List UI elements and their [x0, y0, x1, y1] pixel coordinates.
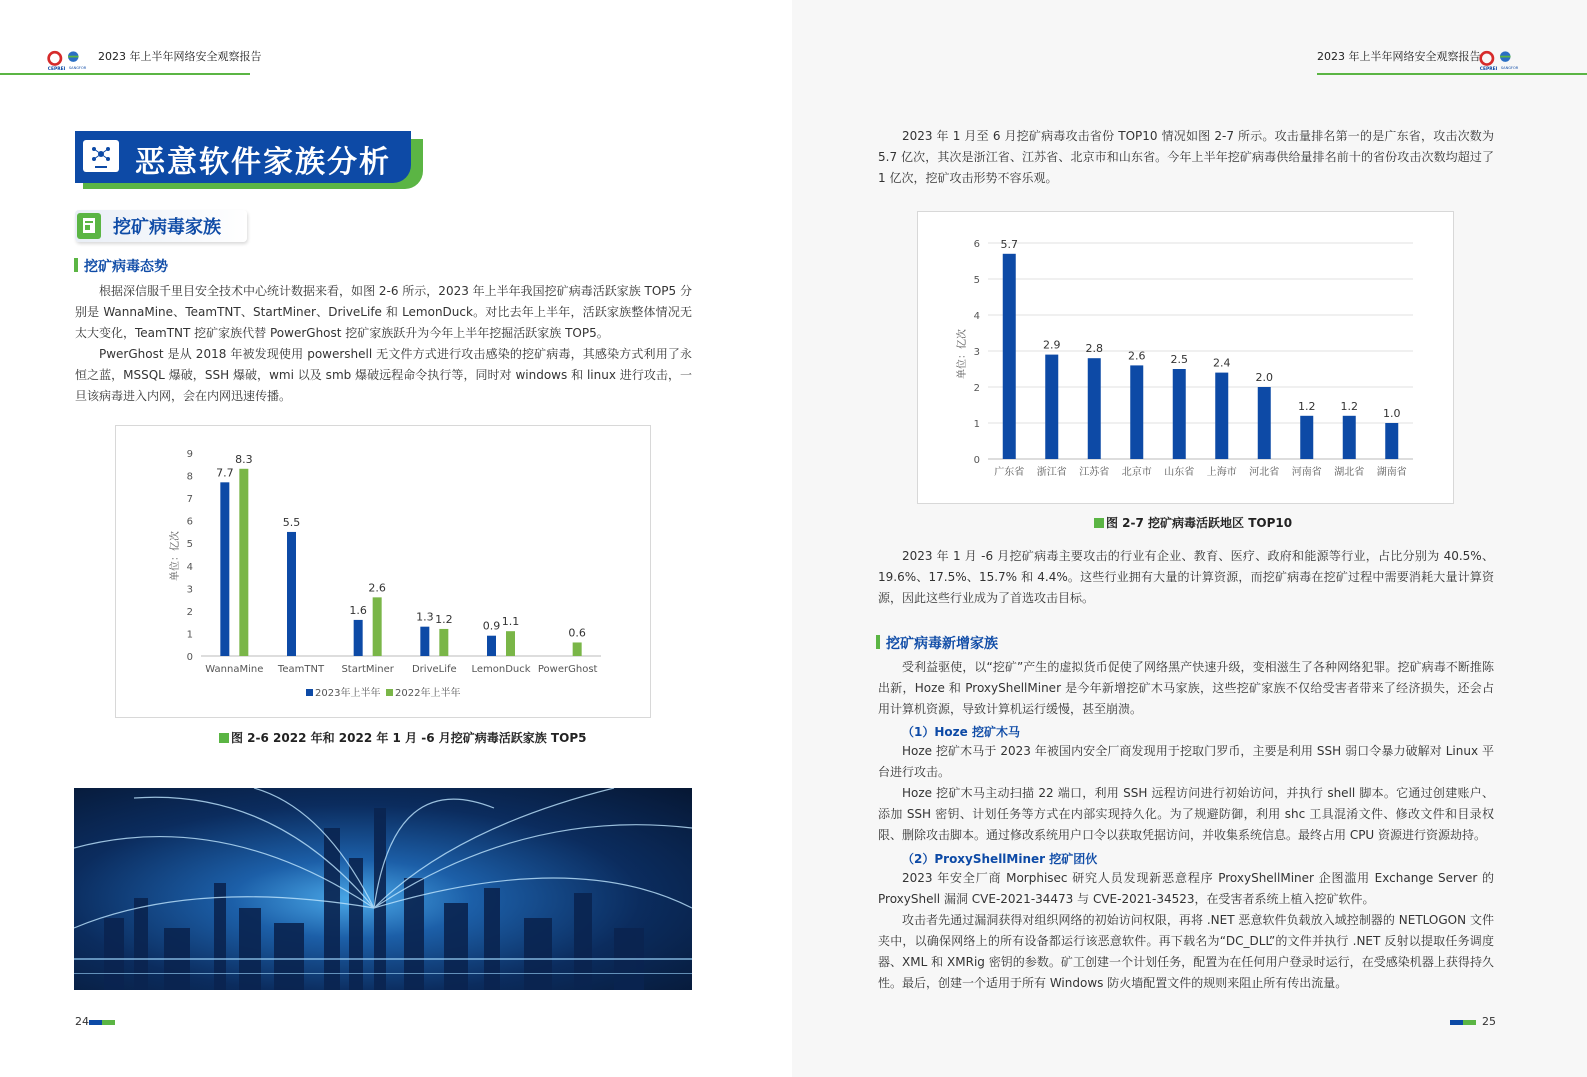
x-tick-label: 湖北省: [1334, 467, 1365, 478]
y-tick-label: 5: [973, 275, 980, 286]
svg-text:SANGFOR: SANGFOR: [1500, 65, 1519, 70]
y-tick-label: 3: [186, 584, 193, 596]
y-tick-label: 2: [973, 383, 980, 394]
left-paragraph-1: 根据深信服千里目安全技术中心统计数据来看，如图 2-6 所示，2023 年上半年我国挖矿病毒活跃家族 TOP5 分别是 WannaMine、TeamTNT、StartMiner、DriveLife 和 LemonDuck。对比去年上半年，活跃家族整体情况无太大变化，TeamTNT 挖矿家族代替 PowerGhost 挖矿家族跃升为今年上半年挖掘活跃家族 TOP5。: [75, 284, 692, 340]
header-line-right: [1317, 73, 1587, 75]
legend-label-2022: 2022年上半年: [395, 688, 461, 699]
bar-value-label: 2.9: [1043, 338, 1061, 352]
bar-value-label: 1.3: [416, 610, 434, 624]
x-tick-label: 上海市: [1206, 467, 1237, 478]
subsection-banner: [75, 210, 247, 242]
bar-value-label: 1.0: [1383, 407, 1401, 420]
bar: [373, 597, 382, 656]
x-tick-label: PowerGhost: [537, 664, 598, 675]
x-tick-label: 江苏省: [1079, 467, 1110, 478]
bar-value-label: 2.8: [1085, 342, 1103, 356]
y-tick-label: 9: [186, 449, 193, 460]
bar-value-label: 2.4: [1213, 356, 1231, 370]
bar: [220, 482, 229, 656]
chart-regions-svg: [918, 212, 1455, 505]
bar: [420, 627, 429, 656]
bar: [1173, 369, 1186, 459]
chart-families: [115, 425, 651, 718]
bar-value-label: 2.6: [1128, 349, 1146, 363]
y-tick-label: 8: [186, 471, 193, 483]
page-mark-right: [1450, 1020, 1476, 1025]
caption-fig-2-6: 图 2-6 2022 年和 2022 年 1 月 -6 月挖矿病毒活跃家族 TOP5: [219, 729, 586, 746]
bar-value-label: 2.5: [1170, 353, 1188, 366]
x-tick-label: WannaMine: [205, 664, 264, 675]
header-title: 2023 年上半年网络安全观察报告: [98, 50, 262, 63]
section-banner: [75, 131, 423, 189]
heading-hoze: （1）Hoze 挖矿木马: [902, 725, 1020, 739]
bar-value-label: 1.2: [435, 612, 453, 626]
right-page: [792, 0, 1587, 1077]
x-tick-label: 广东省: [994, 467, 1025, 478]
document-icon: [77, 213, 101, 239]
x-tick-label: StartMiner: [341, 664, 394, 675]
right-paragraph-3: 受利益驱使，以“挖矿”产生的虚拟货币促使了网络黑产快速升级，变相滋生了各种网络犯罪。挖矿病毒不断推陈出新，Hoze 和 ProxyShellMiner 是今年新增挖矿木马家族，这些挖矿家族不仅给受害者带来了经济损失，还会占用计算机资源，导致计算机运行缓慢，甚至崩溃。: [878, 660, 1494, 716]
bar: [1343, 416, 1356, 459]
bar: [1215, 373, 1228, 459]
bar-value-label: 7.7: [216, 466, 234, 480]
right-paragraph-1: 2023 年 1 月至 6 月挖矿病毒攻击省份 TOP10 情况如图 2-7 所示。攻击量排名第一的是广东省，攻击次数为 5.7 亿次，其次是浙江省、江苏省、北京市和山东省。今年上半年挖矿病毒供给量排名前十的省份攻击次数均超过了 1 亿次，挖矿攻击形势不容乐观。: [878, 129, 1494, 185]
y-tick-label: 2: [186, 606, 193, 618]
right-paragraph-6: 2023 年安全厂商 Morphisec 研究人员发现新恶意程序 ProxyShellMiner 企图滥用 Exchange Server 的 ProxyShell 漏洞 CVE-2021-34473 与 CVE-2021-34523，在受害者系统上植入挖矿软件。: [878, 871, 1494, 906]
bar: [1300, 416, 1313, 459]
bar-value-label: 1.1: [501, 615, 520, 629]
x-tick-label: 河南省: [1291, 467, 1322, 478]
heading-proxyshellminer: （2）ProxyShellMiner 挖矿团伙: [902, 852, 1098, 866]
y-tick-label: 0: [973, 455, 980, 466]
bar: [573, 642, 582, 656]
legend-label-2023: 2023年上半年: [315, 688, 381, 699]
page-number-left: 24: [75, 1015, 89, 1028]
x-tick-label: 山东省: [1164, 467, 1195, 478]
page-number-right: 25: [1482, 1015, 1496, 1028]
x-tick-label: DriveLife: [411, 664, 457, 675]
legend-swatch-2023: [306, 689, 313, 696]
right-paragraph-7: 攻击者先通过漏洞获得对组织网络的初始访问权限，再将 .NET 恶意软件负载放入域控制器的 NETLOGON 文件夹中，以确保网络上的所有设备都运行该恶意软件。再下载名为“DC_DLL”的文件并执行 .NET 反射以提取任务调度器、XML 和 XMRig 密钥的参数。矿工创建一个计划任务，配置为在任何用户登录时运行，在受感染机器上获得持久性。最后，创建一个适用于所有 Windows 防火墙配置文件的规则来阻止所有传出流量。: [878, 913, 1494, 990]
x-tick-label: 湖南省: [1376, 467, 1407, 478]
bar-value-label: 5.7: [1000, 237, 1018, 251]
bar: [439, 629, 448, 656]
bar: [1258, 387, 1271, 459]
bar-value-label: 1.6: [349, 603, 367, 617]
bar-value-label: 0.9: [482, 619, 501, 633]
x-tick-label: 北京市: [1121, 467, 1152, 478]
bar: [1130, 365, 1143, 459]
header-line: [0, 73, 250, 75]
bar-value-label: 2.0: [1255, 371, 1273, 384]
x-tick-label: TeamTNT: [277, 664, 325, 675]
bar: [1088, 358, 1101, 459]
bar-value-label: 2.6: [368, 581, 386, 595]
chart-families-svg: [116, 426, 652, 719]
svg-text:SANGFOR: SANGFOR: [68, 65, 87, 70]
right-paragraph-2: 2023 年 1 月 -6 月挖矿病毒主要攻击的行业有企业、教育、医疗、政府和能源等行业，占比分别为 40.5%、19.6%、17.5%、15.7% 和 4.4%。这些行业拥有大量的计算资源，而挖矿病毒在挖矿过程中需要消耗大量计算资源，因此这些行业成为了首选攻击目标。: [878, 549, 1494, 605]
bar-value-label: 1.2: [1340, 399, 1358, 413]
bar: [354, 620, 363, 656]
bar: [1045, 355, 1058, 459]
bar-value-label: 0.6: [568, 626, 586, 640]
y-tick-label: 7: [186, 494, 193, 506]
y-tick-label: 4: [973, 311, 980, 322]
bar: [506, 631, 515, 656]
y-tick-label: 1: [973, 419, 980, 430]
ceprei-logo-right: [1478, 50, 1522, 72]
caption-fig-2-7: 图 2-7 挖矿病毒活跃地区 TOP10: [1094, 514, 1292, 531]
y-tick-label: 1: [186, 629, 193, 641]
legend-swatch-2022: [386, 689, 393, 696]
x-tick-label: 河北省: [1249, 467, 1280, 478]
x-tick-label: LemonDuck: [471, 664, 531, 675]
chart1-ylabel: 单位：亿次: [170, 531, 181, 581]
bar-value-label: 1.2: [1298, 399, 1316, 413]
y-tick-label: 0: [186, 652, 193, 663]
svg-text:CEPREI: CEPREI: [1479, 66, 1498, 72]
heading-new-families: 挖矿病毒新增家族: [876, 633, 998, 653]
right-paragraph-4: Hoze 挖矿木马于 2023 年被国内安全厂商发现用于挖取门罗币，主要是利用 SSH 弱口令暴力破解对 Linux 平台进行攻击。: [878, 744, 1494, 779]
heading-trend: 挖矿病毒态势: [74, 256, 168, 276]
section-title: 恶意软件家族分析: [135, 145, 391, 180]
city-network-photo: [74, 788, 692, 990]
right-paragraph-5: Hoze 挖矿木马主动扫描 22 端口，利用 SSH 远程访问进行初始访问，并执行 shell 脚本。它通过创建账户、添加 SSH 密钥、计划任务等方式在内部实现持久化。为了规避防御，利用 shc 工具混淆文件、修改文件和目录权限、删除攻击脚本。通过修改系统用户口令以获取凭据访问，并收集系统信息。最终占用 CPU 资源进行资源劫持。: [878, 786, 1494, 842]
bar-value-label: 5.5: [282, 515, 301, 529]
bar-value-label: 8.3: [235, 452, 253, 466]
x-tick-label: 浙江省: [1036, 467, 1067, 478]
left-paragraph-2: PwerGhost 是从 2018 年被发现使用 powershell 无文件方式进行攻击感染的挖矿病毒，其感染方式利用了永恒之蓝，MSSQL 爆破，SSH 爆破，wmi 以及 smb 爆破远程命令执行等，同时对 windows 和 linux 进行攻击，一旦该病毒进入内网，会在内网迅速传播。: [75, 347, 692, 403]
y-tick-label: 6: [973, 239, 980, 250]
y-tick-label: 3: [973, 347, 980, 358]
bar: [1003, 254, 1016, 459]
left-page: [0, 0, 792, 1077]
bar: [287, 532, 296, 656]
page-mark-left: [89, 1020, 115, 1025]
ceprei-logo: [46, 50, 90, 72]
bar: [1385, 423, 1398, 459]
y-tick-label: 5: [186, 539, 193, 551]
network-icon: [83, 140, 119, 172]
bar: [239, 469, 248, 656]
svg-text:CEPREI: CEPREI: [47, 66, 66, 72]
chart2-ylabel: 单位：亿次: [957, 329, 968, 379]
chart-regions: [917, 211, 1454, 504]
y-tick-label: 6: [186, 516, 193, 528]
y-tick-label: 4: [186, 561, 193, 573]
header-title-right: 2023 年上半年网络安全观察报告: [1317, 50, 1481, 63]
subsection-title: 挖矿病毒家族: [113, 217, 221, 238]
bar: [487, 636, 496, 656]
